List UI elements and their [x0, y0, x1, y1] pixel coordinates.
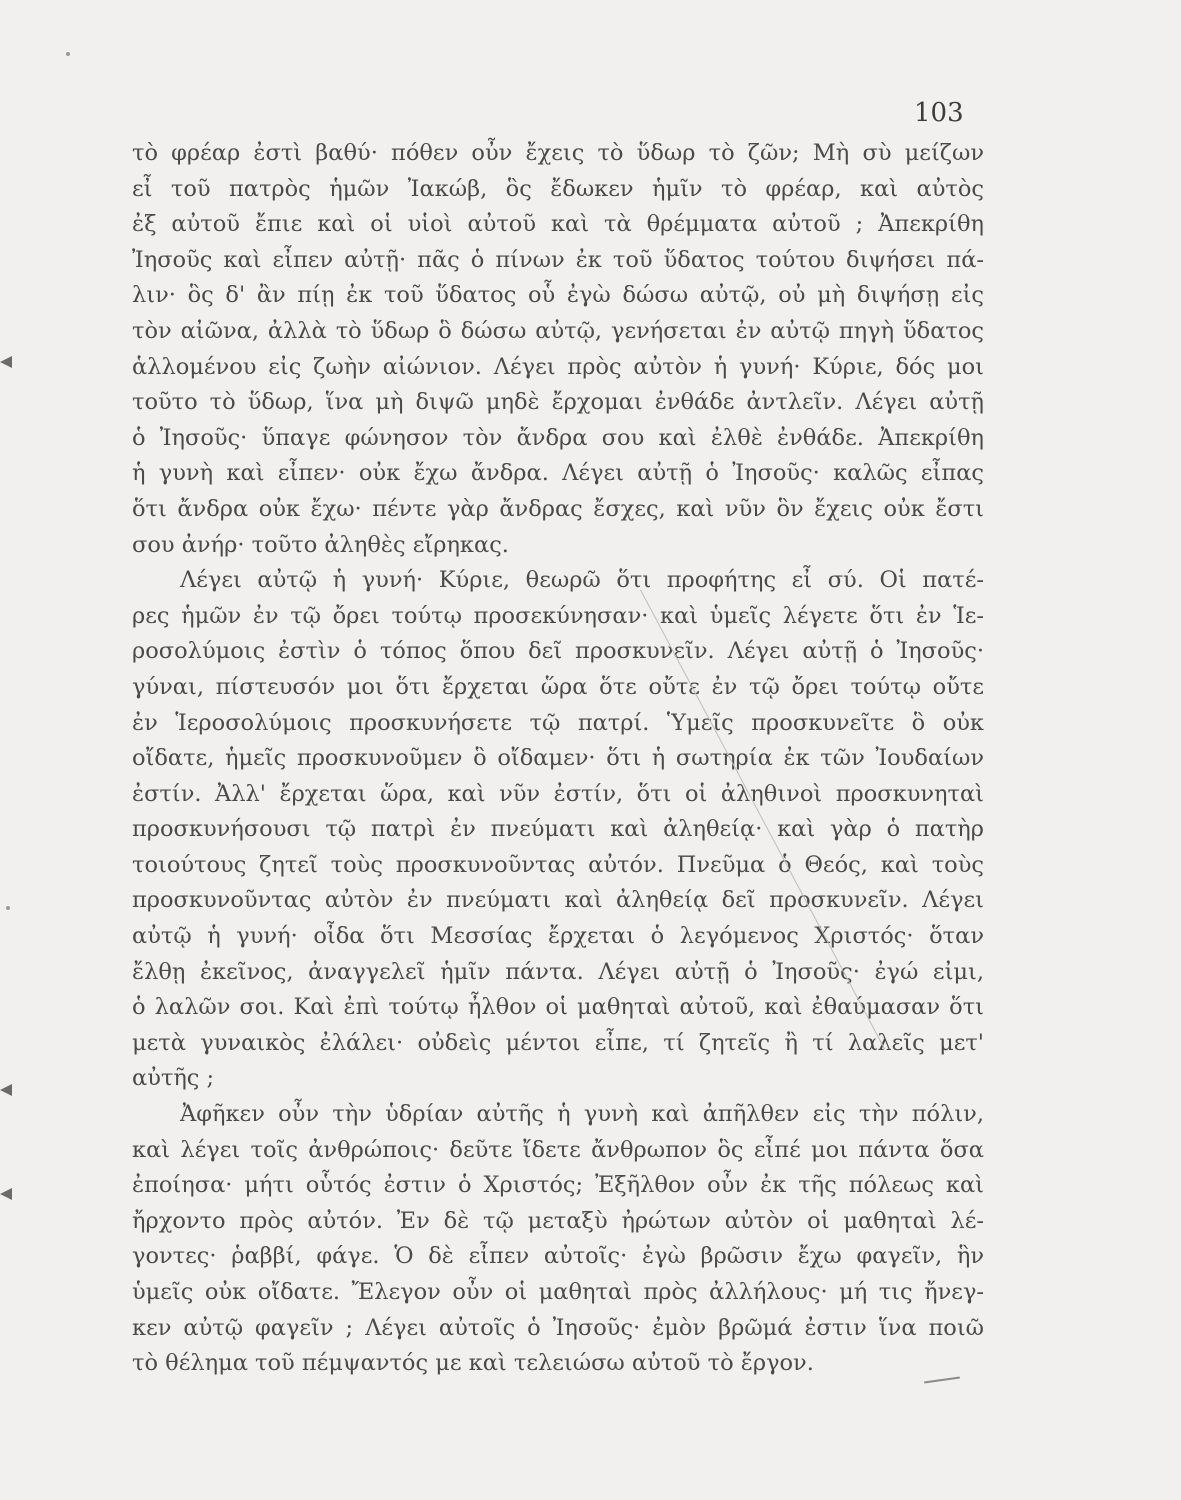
text-line: κεν αὐτῷ φαγεῖν ; Λέγει αὐτοῖς ὁ Ἰησοῦς· ἐμὸν βρῶμά ἐστιν ἵνα ποιῶ	[132, 1314, 984, 1341]
text-line: ἐστίν. Ἀλλ' ἔρχεται ὥρα, καὶ νῦν ἐστίν, ὅτι οἱ ἀληθινοὶ προσκυνηταὶ	[132, 780, 984, 807]
page-number: 103	[914, 98, 964, 128]
text-line: ἁλλομένου εἰς ζωὴν αἰώνιον. Λέγει πρὸς αὐτὸν ἡ γυνή· Κύριε, δός μοι	[132, 353, 984, 380]
text-line: αὐτῆς ;	[132, 1065, 215, 1092]
text-line: τὸ φρέαρ ἐστὶ βαθύ· πόθεν οὖν ἔχεις τὸ ὕδωρ τὸ ζῶν; Μὴ σὺ μείζων	[132, 140, 984, 166]
text-line: ὁ Ἰησοῦς· ὕπαγε φώνησον τὸν ἄνδρα σου καὶ ἐλθὲ ἐνθάδε. Ἀπεκρίθη	[132, 424, 984, 451]
text-line: ἤρχοντο πρὸς αὐτόν. Ἐν δὲ τῷ μεταξὺ ἠρώτων αὐτὸν οἱ μαθηταὶ λέ-	[132, 1207, 984, 1234]
text-line: τὸν αἰῶνα, ἀλλὰ τὸ ὕδωρ ὃ δώσω αὐτῷ, γενήσεται ἐν αὐτῷ πηγὴ ὕδατος	[132, 317, 984, 344]
text-line: προσκυνήσουσι τῷ πατρὶ ἐν πνεύματι καὶ ἀληθείᾳ· καὶ γὰρ ὁ πατὴρ	[132, 816, 984, 843]
text-line: Ἀφῆκεν οὖν τὴν ὑδρίαν αὐτῆς ἡ γυνὴ καὶ ἀπῆλθεν εἰς τὴν πόλιν,	[180, 1101, 984, 1128]
text-line: ἐν Ἱεροσολύμοις προσκυνήσετε τῷ πατρί. Ὑμεῖς προσκυνεῖτε ὃ οὐκ	[132, 709, 984, 736]
margin-tab-mark	[0, 1084, 12, 1096]
scan-speck	[6, 906, 10, 910]
text-line: ἡ γυνὴ καὶ εἶπεν· οὐκ ἔχω ἄνδρα. Λέγει αὐτῇ ὁ Ἰησοῦς· καλῶς εἶπας	[132, 460, 984, 487]
margin-tab-mark	[0, 356, 12, 368]
text-line: Λέγει αὐτῷ ἡ γυνή· Κύριε, θεωρῶ ὅτι προφήτης εἶ σύ. Οἱ πατέ-	[180, 567, 984, 594]
text-line: μετὰ γυναικὸς ἐλάλει· οὐδεὶς μέντοι εἶπε, τί ζητεῖς ἢ τί λαλεῖς μετ'	[132, 1029, 984, 1056]
text-line: ρες ἡμῶν ἐν τῷ ὄρει τούτῳ προσεκύνησαν· καὶ ὑμεῖς λέγετε ὅτι ἐν Ἱε-	[132, 602, 984, 629]
text-line: γοντες· ῥαββί, φάγε. Ὁ δὲ εἶπεν αὐτοῖς· ἐγὼ βρῶσιν ἔχω φαγεῖν, ἣν	[132, 1243, 984, 1270]
scan-speck	[66, 52, 70, 56]
margin-tab-mark	[0, 1188, 12, 1200]
text-line: τοιούτους ζητεῖ τοὺς προσκυνοῦντας αὐτόν. Πνεῦμα ὁ Θεός, καὶ τοὺς	[132, 851, 984, 878]
text-line: ὑμεῖς οὐκ οἴδατε. Ἔλεγον οὖν οἱ μαθηταὶ πρὸς ἀλλήλους· μή τις ἤνεγ-	[132, 1279, 984, 1305]
text-line: προσκυνοῦντας αὐτὸν ἐν πνεύματι καὶ ἀληθείᾳ δεῖ προσκυνεῖν. Λέγει	[132, 887, 984, 914]
text-line: λιν· ὃς δ' ἂν πίῃ ἐκ τοῦ ὕδατος οὗ ἐγὼ δώσω αὐτῷ, οὐ μὴ διψήσῃ εἰς	[132, 282, 984, 309]
text-line: ἐξ αὐτοῦ ἔπιε καὶ οἱ υἱοὶ αὐτοῦ καὶ τὰ θρέμματα αὐτοῦ ; Ἀπεκρίθη	[132, 211, 984, 238]
text-line: ὅτι ἄνδρα οὐκ ἔχω· πέντε γὰρ ἄνδρας ἔσχες, καὶ νῦν ὃν ἔχεις οὐκ ἔστι	[132, 495, 984, 522]
text-line: οἴδατε, ἡμεῖς προσκυνοῦμεν ὃ οἴδαμεν· ὅτι ἡ σωτηρία ἐκ τῶν Ἰουδαίων	[132, 745, 984, 772]
text-line: τοῦτο τὸ ὕδωρ, ἵνα μὴ διψῶ μηδὲ ἔρχομαι ἐνθάδε ἀντλεῖν. Λέγει αὐτῇ	[132, 389, 984, 416]
body-text	[132, 136, 984, 1382]
text-line: σου ἀνήρ· τοῦτο ἀληθὲς εἴρηκας.	[132, 531, 509, 558]
text-line: Ἰησοῦς καὶ εἶπεν αὐτῇ· πᾶς ὁ πίνων ἐκ τοῦ ὕδατος τούτου διψήσει πά-	[132, 246, 984, 273]
text-line: τὸ θέλημα τοῦ πέμψαντός με καὶ τελειώσω αὐτοῦ τὸ ἔργον.	[132, 1350, 814, 1377]
text-line: εἶ τοῦ πατρὸς ἡμῶν Ἰακώβ, ὃς ἔδωκεν ἡμῖν τὸ φρέαρ, καὶ αὐτὸς	[132, 175, 984, 202]
text-line: καὶ λέγει τοῖς ἀνθρώποις· δεῦτε ἴδετε ἄνθρωπον ὃς εἶπέ μοι πάντα ὅσα	[132, 1136, 984, 1163]
text-line: γύναι, πίστευσόν μοι ὅτι ἔρχεται ὥρα ὅτε οὔτε ἐν τῷ ὄρει τούτῳ οὔτε	[132, 673, 984, 700]
text-line: ὁ λαλῶν σοι. Καὶ ἐπὶ τούτῳ ἦλθον οἱ μαθηταὶ αὐτοῦ, καὶ ἐθαύμασαν ὅτι	[132, 994, 984, 1021]
text-line: ροσολύμοις ἐστὶν ὁ τόπος ὅπου δεῖ προσκυνεῖν. Λέγει αὐτῇ ὁ Ἰησοῦς·	[132, 638, 984, 665]
text-line: ἔλθῃ ἐκεῖνος, ἀναγγελεῖ ἡμῖν πάντα. Λέγει αὐτῇ ὁ Ἰησοῦς· ἐγώ εἰμι,	[132, 958, 984, 985]
text-line: ἐποίησα· μήτι οὗτός ἐστιν ὁ Χριστός; Ἐξῆλθον οὖν ἐκ τῆς πόλεως καὶ	[132, 1172, 984, 1199]
text-line: αὐτῷ ἡ γυνή· οἶδα ὅτι Μεσσίας ἔρχεται ὁ λεγόμενος Χριστός· ὅταν	[132, 923, 984, 950]
